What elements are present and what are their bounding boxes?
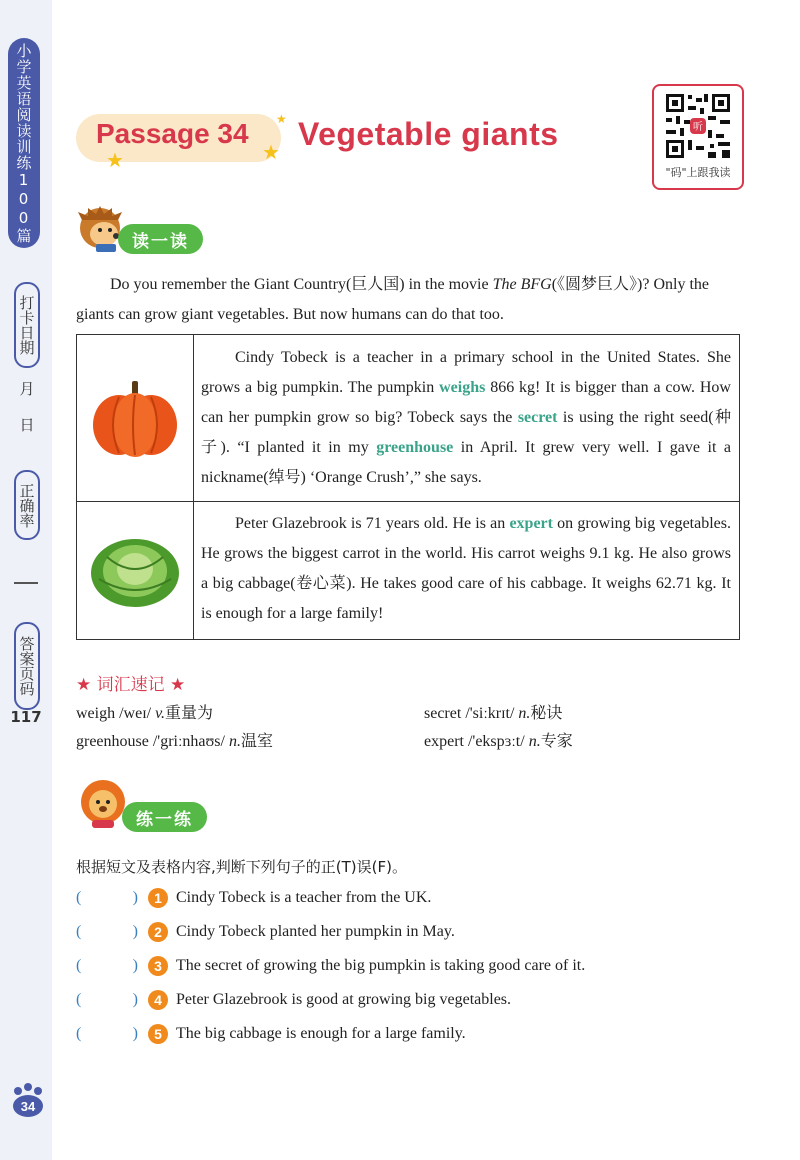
passage-label: Passage 34: [96, 118, 249, 149]
question-3: [76, 954, 585, 978]
story-table: [76, 334, 740, 640]
question-number: 5: [148, 1024, 168, 1044]
answer-blank[interactable]: ( ): [76, 957, 138, 974]
keyword-greenhouse: greenhouse: [376, 439, 454, 456]
book-title: 小学英语阅读训练100篇: [8, 38, 40, 248]
keyword-weighs: weighs: [439, 379, 486, 396]
question-4: [76, 988, 511, 1012]
question-5: [76, 1022, 466, 1046]
question-1: [76, 886, 431, 910]
question-2: [76, 920, 455, 944]
vocab-item-secret: secret /'siːkrɪt/ n.秘诀: [424, 705, 563, 722]
intro-text: Do you remember the Giant Country(巨人国) in the movie: [110, 276, 493, 293]
intro-paragraph: [76, 270, 744, 330]
qr-code-icon[interactable]: [664, 92, 732, 160]
star-icon: ★: [262, 142, 280, 164]
star-icon: ★: [106, 150, 124, 172]
answer-blank[interactable]: ( ): [76, 991, 138, 1008]
qr-caption: "码"上跟我读: [665, 166, 731, 179]
question-text: The secret of growing the big pumpkin is taking good care of it.: [176, 957, 586, 974]
title-area: [76, 104, 636, 174]
answer-blank[interactable]: ( ): [76, 1025, 138, 1042]
question-text: Peter Glazebrook is good at growing big vegetables.: [176, 991, 512, 1008]
sidebar: [0, 0, 52, 1160]
pumpkin-icon: [77, 335, 193, 501]
answer-blank[interactable]: ( ): [76, 923, 138, 940]
question-text: Cindy Tobeck planted her pumpkin in May.: [176, 923, 455, 940]
answer-page-number: 117: [10, 708, 42, 726]
keyword-secret: secret: [517, 409, 558, 426]
question-text: Cindy Tobeck is a teacher from the UK.: [176, 889, 432, 906]
hedgehog-icon: [76, 206, 124, 254]
peter-story: Peter Glazebrook is 71 years old. He is an expert on growing big vegetables. He grows the biggest carrot in the world. His carrot weighs 9.1 kg. He also grows a big cabbage(卷心菜). He takes good care of his cabbage. It weighs 62.71 kg. It is enough for a large family!: [201, 515, 732, 622]
cabbage-cell: [77, 501, 194, 639]
page-number: 34: [20, 1099, 36, 1114]
answer-blank[interactable]: ( ): [76, 889, 138, 906]
table-row: [77, 501, 739, 639]
question-number: 2: [148, 922, 168, 942]
vocab-heading: ★ 词汇速记 ★: [76, 675, 186, 695]
vocab-item-weigh: weigh /weɪ/ v.重量为: [76, 705, 214, 722]
question-number: 3: [148, 956, 168, 976]
answer-page-label: 答案页码: [14, 622, 40, 710]
cindy-story: Cindy Tobeck is a teacher in a primary school in the United States. She grows a big pumpkin. The pumpkin weighs 866 kg! It is bigger than a cow. How can her pumpkin grow so big? Tobeck says the secret is using the right seed(种子). “I planted it in my greenhouse in April. It grew very well. I gave it a nickname(绰号) ‘Orange Crush’,” she says.: [201, 349, 732, 486]
day-label: 日: [19, 416, 35, 434]
keyword-expert: expert: [509, 515, 553, 532]
qr-code-box[interactable]: [652, 84, 744, 190]
intro-text: (《圆梦巨人》)? Only the giants can grow giant vegetables. But now humans can do that too.: [76, 276, 710, 323]
question-text: The big cabbage is enough for a large family.: [176, 1025, 466, 1042]
table-row: [77, 335, 739, 502]
divider: [14, 582, 38, 584]
vocab-item-expert: expert /'ekspɜːt/ n.专家: [424, 733, 573, 750]
vocab-item-greenhouse: greenhouse /'griːnhaʊs/ n.温室: [76, 733, 273, 750]
lion-icon: [78, 778, 128, 832]
movie-title: The BFG: [492, 276, 552, 293]
accuracy-label: 正确率: [14, 470, 40, 540]
cabbage-icon: [77, 501, 193, 639]
listen-badge: 听: [693, 122, 703, 133]
star-icon: ★: [276, 112, 287, 126]
question-number: 1: [148, 888, 168, 908]
question-number: 4: [148, 990, 168, 1010]
pumpkin-cell: [77, 335, 194, 501]
page-title: Vegetable giants: [298, 116, 559, 152]
month-label: 月: [19, 380, 35, 398]
practice-section-badge: 练一练: [122, 802, 207, 832]
checkin-label: 打卡日期: [14, 282, 40, 368]
paw-icon: [10, 1082, 46, 1118]
exercise-instruction: 根据短文及表格内容,判断下列句子的正(T)误(F)。: [76, 858, 407, 876]
read-section-badge: 读一读: [118, 224, 203, 254]
